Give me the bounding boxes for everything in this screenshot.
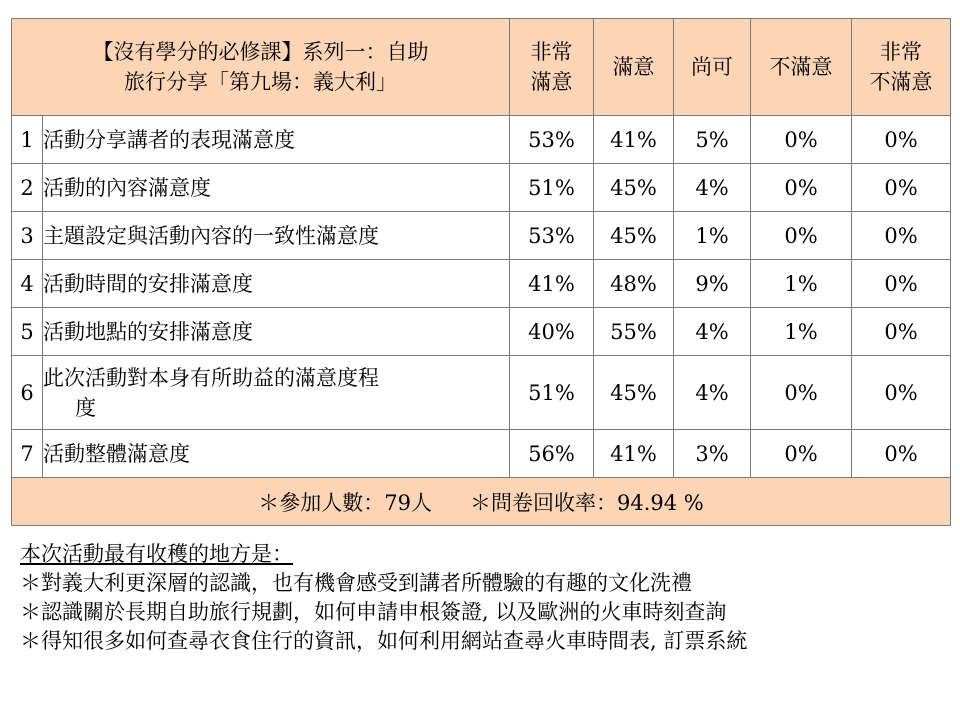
row-item: 活動地點的安排滿意度: [43, 308, 510, 356]
row-item: 活動的內容滿意度: [43, 164, 510, 212]
notes-section: [20, 540, 950, 656]
table-row: [12, 260, 951, 308]
table-row: [12, 308, 951, 356]
cell-value: 41%: [510, 260, 594, 308]
cell-value: 40%: [510, 308, 594, 356]
table-title-line1: 【沒有學分的必修課】系列一：自助: [92, 40, 429, 64]
note-line: ＊對義大利更深層的認識，也有機會感受到講者所體驗的有趣的文化洗禮: [20, 571, 692, 595]
table-row: [12, 212, 951, 260]
column-header-very-dissatisfied: 非常 不滿意: [852, 19, 951, 116]
row-item: 活動整體滿意度: [43, 430, 510, 478]
cell-value: 56%: [510, 430, 594, 478]
cell-value: 0%: [751, 212, 852, 260]
cell-value: 41%: [594, 116, 674, 164]
table-header-row: [12, 19, 951, 116]
row-number: 3: [12, 212, 43, 260]
row-item: 活動時間的安排滿意度: [43, 260, 510, 308]
row-number: 5: [12, 308, 43, 356]
column-header-fair: 尚可: [674, 19, 751, 116]
row-item: 活動分享講者的表現滿意度: [43, 116, 510, 164]
cell-value: 0%: [852, 212, 951, 260]
column-header-very-satisfied: 非常 滿意: [510, 19, 594, 116]
cell-value: 51%: [510, 164, 594, 212]
cell-value: 0%: [751, 430, 852, 478]
row-number: 6: [12, 356, 43, 430]
note-line: ＊認識關於長期自助旅行規劃，如何申請申根簽證, 以及歐洲的火車時刻查詢: [20, 600, 727, 624]
cell-value: 1%: [751, 308, 852, 356]
cell-value: 9%: [674, 260, 751, 308]
row-item: 此次活動對本身有所助益的滿意度程 度: [43, 356, 510, 430]
cell-value: 55%: [594, 308, 674, 356]
cell-value: 5%: [674, 116, 751, 164]
cell-value: 45%: [594, 356, 674, 430]
cell-value: 45%: [594, 212, 674, 260]
cell-value: 0%: [751, 164, 852, 212]
table-row: [12, 356, 951, 430]
row-number: 2: [12, 164, 43, 212]
cell-value: 4%: [674, 356, 751, 430]
row-number: 7: [12, 430, 43, 478]
column-header-dissatisfied: 不滿意: [751, 19, 852, 116]
participants-count: ＊參加人數：79人: [258, 490, 432, 515]
cell-value: 48%: [594, 260, 674, 308]
table-footer: [12, 478, 951, 526]
cell-value: 53%: [510, 212, 594, 260]
cell-value: 0%: [852, 430, 951, 478]
cell-value: 1%: [751, 260, 852, 308]
cell-value: 4%: [674, 164, 751, 212]
row-number: 4: [12, 260, 43, 308]
return-rate: ＊問卷回收率：94.94 %: [469, 490, 704, 515]
cell-value: 51%: [510, 356, 594, 430]
cell-value: 0%: [751, 116, 852, 164]
cell-value: 4%: [674, 308, 751, 356]
row-item: 主題設定與活動內容的一致性滿意度: [43, 212, 510, 260]
cell-value: 0%: [852, 116, 951, 164]
notes-heading: 本次活動最有收穫的地方是：: [20, 542, 293, 566]
table-footer-row: [12, 478, 951, 526]
cell-value: 1%: [674, 212, 751, 260]
cell-value: 53%: [510, 116, 594, 164]
table-title: [12, 19, 510, 116]
table-row: [12, 164, 951, 212]
cell-value: 0%: [751, 356, 852, 430]
cell-value: 0%: [852, 356, 951, 430]
row-number: 1: [12, 116, 43, 164]
cell-value: 45%: [594, 164, 674, 212]
column-header-satisfied: 滿意: [594, 19, 674, 116]
cell-value: 0%: [852, 260, 951, 308]
table-title-line2: 旅行分享「第九場：義大利」: [124, 70, 397, 94]
table-row: [12, 116, 951, 164]
cell-value: 3%: [674, 430, 751, 478]
cell-value: 0%: [852, 164, 951, 212]
note-line: ＊得知很多如何查尋衣食住行的資訊，如何利用網站查尋火車時間表, 訂票系統: [20, 629, 748, 653]
cell-value: 0%: [852, 308, 951, 356]
cell-value: 41%: [594, 430, 674, 478]
survey-table: [11, 18, 951, 526]
table-row: [12, 430, 951, 478]
